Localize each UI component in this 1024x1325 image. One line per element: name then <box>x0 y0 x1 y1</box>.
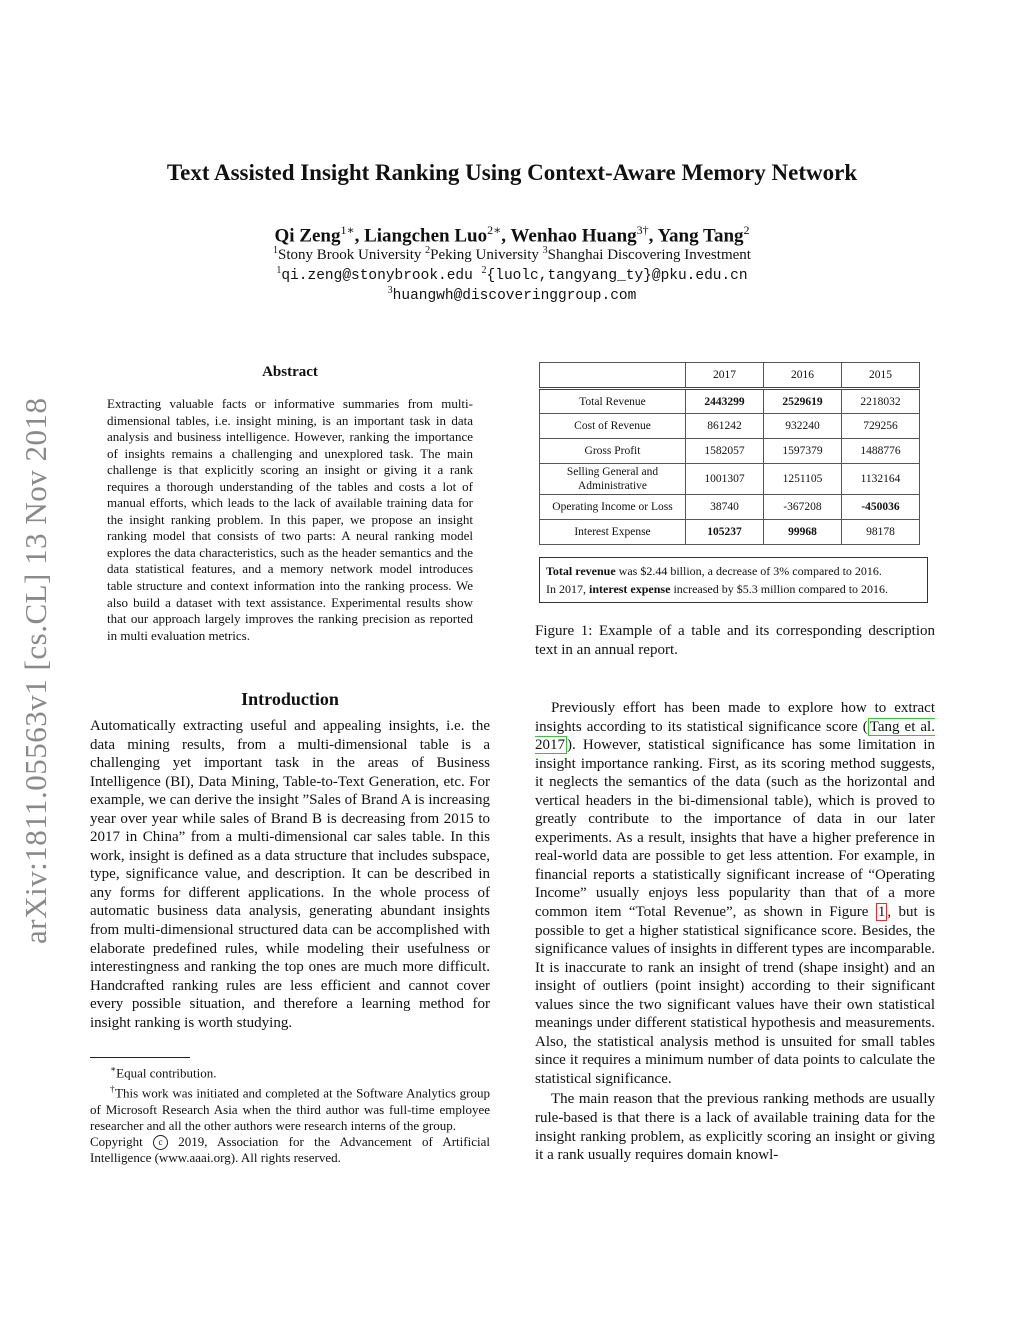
paragraph-text: , but is possible to get a higher statistical significance score. Besides, the significance values of insights in different types are incomparable. It is inaccurate to rank an insight of trend (shape insight) and an insight of outliers (point insight) according to their significant values since the two significant values have their own statistical meanings under different statistical hypothesis and measurements. Also, the statistical analysis method is unsuited for small tables since it requires a minimum number of data points to calculate the statistical significance. <box>535 904 935 1087</box>
copyright-text: Copyright <box>90 1133 153 1149</box>
description-line <box>546 580 921 598</box>
table-row <box>540 520 920 545</box>
introduction-body: Automatically extracting useful and appealing insights, i.e. the data mining results, from a multi-dimensional table is a challenging yet important task in the areas of Business Intelligence (BI), Data Mining, Table-to-Text Generation, etc. For example, we can derive the insight ”Sales of Brand A is increasing year over year while sales of Brand B is decreasing from 2015 to 2017 in China” from a multi-dimensional car sales table. In this work, insight is defined as a data structure that includes subspace, type, significance value, and description. It can be described in any forms for different applications. In the whole process of automatic business data analysis, generating abundant insights from multi-dimensional structured data can be accomplished with elaborate predefined rules, while modeling their usefulness or interestingness and ranking the top ones are much more difficult. Handcrafted ranking rules are less efficient and cannot cover every possible situation, and therefore a learning method for insight ranking is worth studying. <box>90 718 490 1031</box>
row-label: Total Revenue <box>540 389 686 414</box>
email-mark: 3 <box>387 285 393 296</box>
table-corner-cell <box>540 363 686 389</box>
table-cell: 729256 <box>842 414 920 439</box>
affiliation: Shanghai Discovering Investment <box>547 247 751 263</box>
table-cell: 2218032 <box>842 389 920 414</box>
author-name: Wenhao Huang <box>510 225 637 247</box>
figure-ref-link[interactable]: 1 <box>877 904 886 921</box>
paragraph <box>535 699 935 1088</box>
year-header: 2016 <box>764 363 842 389</box>
paragraph: The main reason that the previous ranking methods are usually rule-based is that there is a lack of available training data for the insight ranking problem, as explicitly scoring an insight or giving it a rank usually requires domain knowl- <box>535 1091 935 1164</box>
description-text: was $2.44 billion, a decrease of 3% compared to 2016. <box>615 564 882 578</box>
email-address[interactable]: qi.zeng@stonybrook.edu <box>281 267 482 284</box>
table-cell: 1597379 <box>764 439 842 464</box>
author-mark: 1∗ <box>340 223 355 237</box>
table-row <box>540 414 920 439</box>
copyright-text: 2019, Association for the Advancement of Artificial Intelligence (www.aaai.org). All rights reserved. <box>90 1133 490 1166</box>
footnotes <box>90 1061 490 1166</box>
copyright-icon: c <box>153 1135 168 1150</box>
affil-mark: 1 <box>273 245 279 256</box>
email-mark: 1 <box>276 265 282 276</box>
year-header: 2017 <box>686 363 764 389</box>
email-address[interactable]: {luolc,tangyang_ty}@pku.edu.cn <box>486 267 748 284</box>
author-name: Liangchen Luo <box>364 225 488 247</box>
table-cell: 2443299 <box>686 389 764 414</box>
email-address[interactable]: huangwh@discoveringgroup.com <box>392 287 637 304</box>
author-mark: 2 <box>743 223 750 237</box>
affiliation: Peking University <box>430 247 543 263</box>
table-cell: 105237 <box>686 520 764 545</box>
table-cell: 1001307 <box>686 464 764 495</box>
row-label: Interest Expense <box>540 520 686 545</box>
author-mark: 2∗ <box>487 223 502 237</box>
year-header: 2015 <box>842 363 920 389</box>
description-emphasis: interest expense <box>589 582 671 596</box>
affiliation: Stony Brook University <box>278 247 426 263</box>
description-emphasis: Total revenue <box>546 564 616 578</box>
table-row <box>540 464 920 495</box>
footnote-text: This work was initiated and completed at the Software Analytics group of Microsoft Research Asia when the third author was full-time employee researcher and all the other authors were research interns of the group. <box>90 1085 491 1133</box>
table-cell: 1132164 <box>842 464 920 495</box>
table-cell: 98178 <box>842 520 920 545</box>
table-row <box>540 439 920 464</box>
table-cell: 861242 <box>686 414 764 439</box>
email-line <box>0 265 1024 284</box>
figure-description-box <box>539 557 928 603</box>
table-row <box>540 389 920 414</box>
description-text: increased by $5.3 million compared to 2016. <box>670 582 889 596</box>
table-cell: 1488776 <box>842 439 920 464</box>
author-list: Qi Zeng$^{1∗}$, Liangchen Luo$^{2∗}$, Wenhao Huang$^{3\dagger}$, Yang Tang$^2$ <box>274 223 750 247</box>
abstract-heading: Abstract <box>262 364 318 380</box>
footnote-mark: † <box>110 1084 116 1095</box>
affil-mark: 3 <box>542 245 548 256</box>
figure-table <box>539 362 920 545</box>
citation-link[interactable]: Tang et al. 2017 <box>535 718 935 754</box>
paragraph-text: ). However, statistical significance has some limitation in insight importance ranking. First, as its scoring method suggests, it neglects the semantics of the data (such as the horizontal and vertical headers in the bi-dimensional table), which is proved to greatly contribute to the importance of data in our later experiments. As a result, insights that have a higher preference in real-world data are possible to get less attention. For example, in financial reports a statistically significant increase of “Operating Income” usually enjoys less popularity than that of a more common item “Total Revenue”, as shown in Figure <box>535 737 935 921</box>
description-text: In 2017, <box>546 582 589 596</box>
table-cell: 1251105 <box>764 464 842 495</box>
author-name: Qi Zeng <box>274 225 341 247</box>
author-mark: 3† <box>636 223 649 237</box>
footnote <box>90 1081 490 1133</box>
table-cell: 2529619 <box>764 389 842 414</box>
table-row <box>540 495 920 520</box>
table-header-row <box>540 363 920 389</box>
table-cell: -367208 <box>764 495 842 520</box>
table-cell: 1582057 <box>686 439 764 464</box>
table-cell: 38740 <box>686 495 764 520</box>
email-line <box>0 285 1024 304</box>
arxiv-stamp: arXiv:1811.05563v1 [cs.CL] 13 Nov 2018 <box>18 397 53 944</box>
introduction-heading: Introduction <box>241 689 339 709</box>
right-column-body <box>535 699 935 1165</box>
table-cell: -450036 <box>842 495 920 520</box>
paragraph-text: Previously effort has been made to explore how to extract insights according to its statistical significance score ( <box>535 700 935 735</box>
copyright-notice <box>90 1134 490 1167</box>
row-label: Selling General and Administrative <box>540 464 686 495</box>
affil-mark: 2 <box>425 245 431 256</box>
footnote-rule <box>90 1057 190 1058</box>
footnote-text: Equal contribution. <box>116 1065 217 1081</box>
footnote <box>90 1061 490 1081</box>
table-cell: 99968 <box>764 520 842 545</box>
abstract-body: Extracting valuable facts or informative summaries from multi-dimensional tables, i.e. insight mining, is an important task in data analysis and business intelligence. However, ranking the importance of insights remains a challenging and unexplored task. The main challenge is that explicitly scoring an insight or giving it a rank requires a thorough understanding of the tables and costs a lot of manual efforts, which leads to the lack of available training data for the insight ranking problem. In this paper, we propose an insight ranking model that consists of two parts: A neural ranking model explores the data characteristics, such as the header semantics and the data statistical features, and a memory network model introduces table structure and context information into the ranking process. We also build a dataset with text assistance. Experimental results show that our approach largely improves the ranking precision as reported in multi evaluation metrics. <box>107 396 473 643</box>
row-label: Operating Income or Loss <box>540 495 686 520</box>
footnote-mark: ∗ <box>110 1064 117 1074</box>
author-name: Yang Tang <box>657 225 744 247</box>
affiliations <box>0 245 1024 264</box>
row-label: Cost of Revenue <box>540 414 686 439</box>
paper-title: Text Assisted Insight Ranking Using Context-Aware Memory Network <box>166 160 858 185</box>
table-cell: 932240 <box>764 414 842 439</box>
email-mark: 2 <box>481 265 487 276</box>
description-line <box>546 562 921 580</box>
figure-caption: Figure 1: Example of a table and its corresponding description text in an annual report. <box>535 623 935 658</box>
row-label: Gross Profit <box>540 439 686 464</box>
